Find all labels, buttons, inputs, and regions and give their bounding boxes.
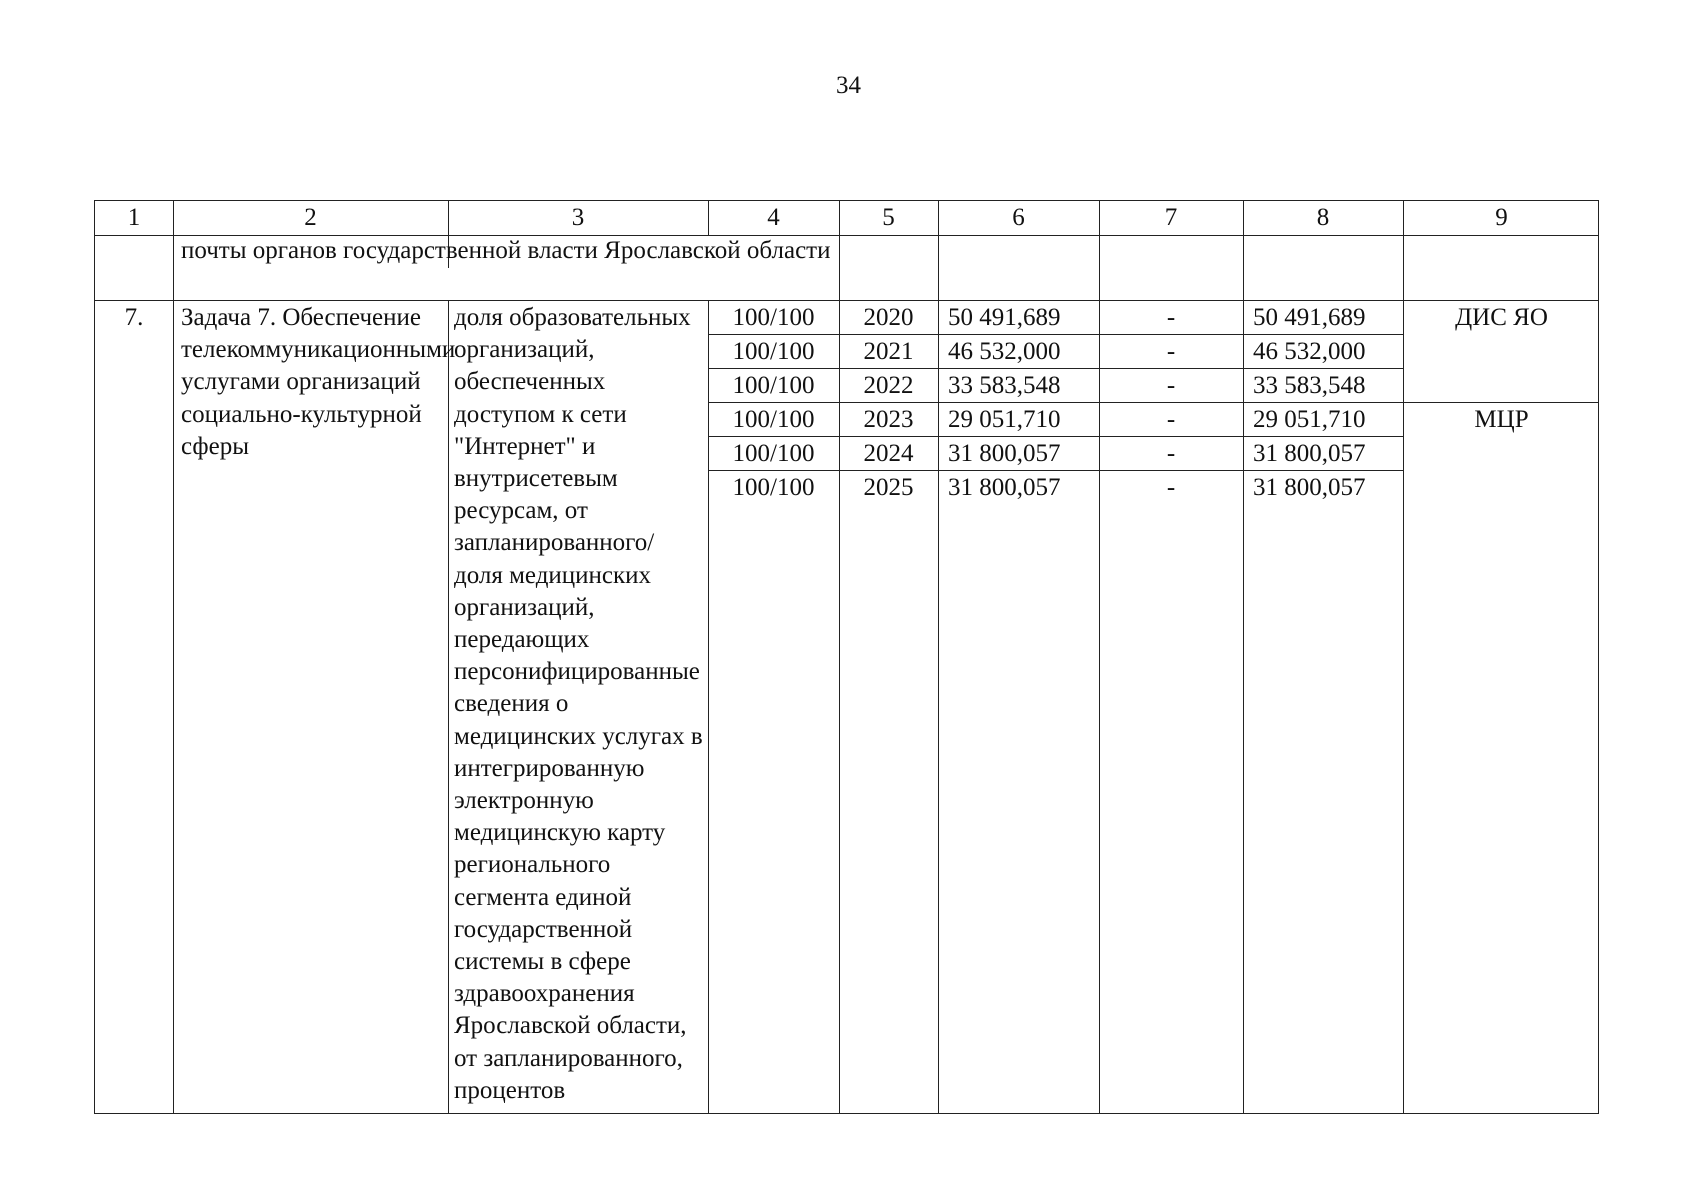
year-cell-col8: 33 583,548 xyxy=(1253,372,1366,399)
task-text: Задача 7. Обеспечение телекоммуникационными услугами организаций социально-культурной сферы xyxy=(181,304,456,460)
header-cell: 9 xyxy=(1495,204,1508,231)
year-cell-total: 33 583,548 xyxy=(948,372,1061,399)
col-line xyxy=(1243,201,1244,1113)
header-cell: 1 xyxy=(127,204,141,231)
col-line xyxy=(938,201,939,1113)
year-cell-total: 46 532,000 xyxy=(948,338,1061,365)
year-cell-col7: - xyxy=(1166,338,1176,365)
year-cell-col7: - xyxy=(1166,406,1176,433)
header-cell: 4 xyxy=(767,204,780,231)
col-line xyxy=(1403,201,1404,1113)
year-cell-target: 100/100 xyxy=(732,474,815,501)
year-cell-col8: 31 800,057 xyxy=(1253,474,1366,501)
header-cell: 7 xyxy=(1164,204,1178,231)
header-cell: 3 xyxy=(571,204,585,231)
year-cell-total: 31 800,057 xyxy=(948,440,1061,467)
row-number: 7. xyxy=(124,304,144,331)
col-line xyxy=(448,300,449,1113)
year-cell-year: 2024 xyxy=(863,440,914,467)
year-cell-total: 31 800,057 xyxy=(948,474,1061,501)
year-cell-col7: - xyxy=(1166,372,1176,399)
indicator-text: доля образовательных организаций, обеспеченных доступом к сети "Интернет" и внутрисетевым ресурсам, от запланированного/ доля медицинских организаций, передающих персонифицированные сведения о медицинских услугах в интегрированную электронную медицинскую карту регионального сегмента единой государственной системы в сфере здравоохранения Ярославской области, от запланированного, процентов xyxy=(454,304,703,1104)
year-cell-year: 2020 xyxy=(863,304,914,331)
year-cell-col7: - xyxy=(1166,440,1176,467)
executor-mcr: МЦР xyxy=(1474,406,1529,433)
col-line xyxy=(173,201,174,1113)
header-cell: 2 xyxy=(304,204,317,231)
year-cell-year: 2025 xyxy=(863,474,914,501)
year-cell-total: 50 491,689 xyxy=(948,304,1061,331)
year-cell-year: 2023 xyxy=(863,406,914,433)
year-cell-target: 100/100 xyxy=(732,406,815,433)
year-cell-col8: 46 532,000 xyxy=(1253,338,1366,365)
header-cell: 5 xyxy=(882,204,895,231)
header-cell: 6 xyxy=(1012,204,1025,231)
continuation-text: почты органов государственной власти Ярославской области xyxy=(181,237,831,264)
year-cell-target: 100/100 xyxy=(732,372,815,399)
year-cell-target: 100/100 xyxy=(732,304,815,331)
year-cell-col7: - xyxy=(1166,304,1176,331)
year-cell-target: 100/100 xyxy=(732,338,815,365)
year-cell-year: 2022 xyxy=(863,372,914,399)
page-number: 34 xyxy=(836,72,861,99)
year-cell-col7: - xyxy=(1166,474,1176,501)
header-cell: 8 xyxy=(1316,204,1330,231)
year-cell-col8: 29 051,710 xyxy=(1253,406,1366,433)
year-cell-col8: 31 800,057 xyxy=(1253,440,1366,467)
budget-table xyxy=(94,200,1599,1114)
year-cell-year: 2021 xyxy=(863,338,914,365)
executor-dis-yao: ДИС ЯО xyxy=(1455,304,1548,331)
year-cell-target: 100/100 xyxy=(732,440,815,467)
year-cell-col8: 50 491,689 xyxy=(1253,304,1366,331)
year-cell-total: 29 051,710 xyxy=(948,406,1061,433)
